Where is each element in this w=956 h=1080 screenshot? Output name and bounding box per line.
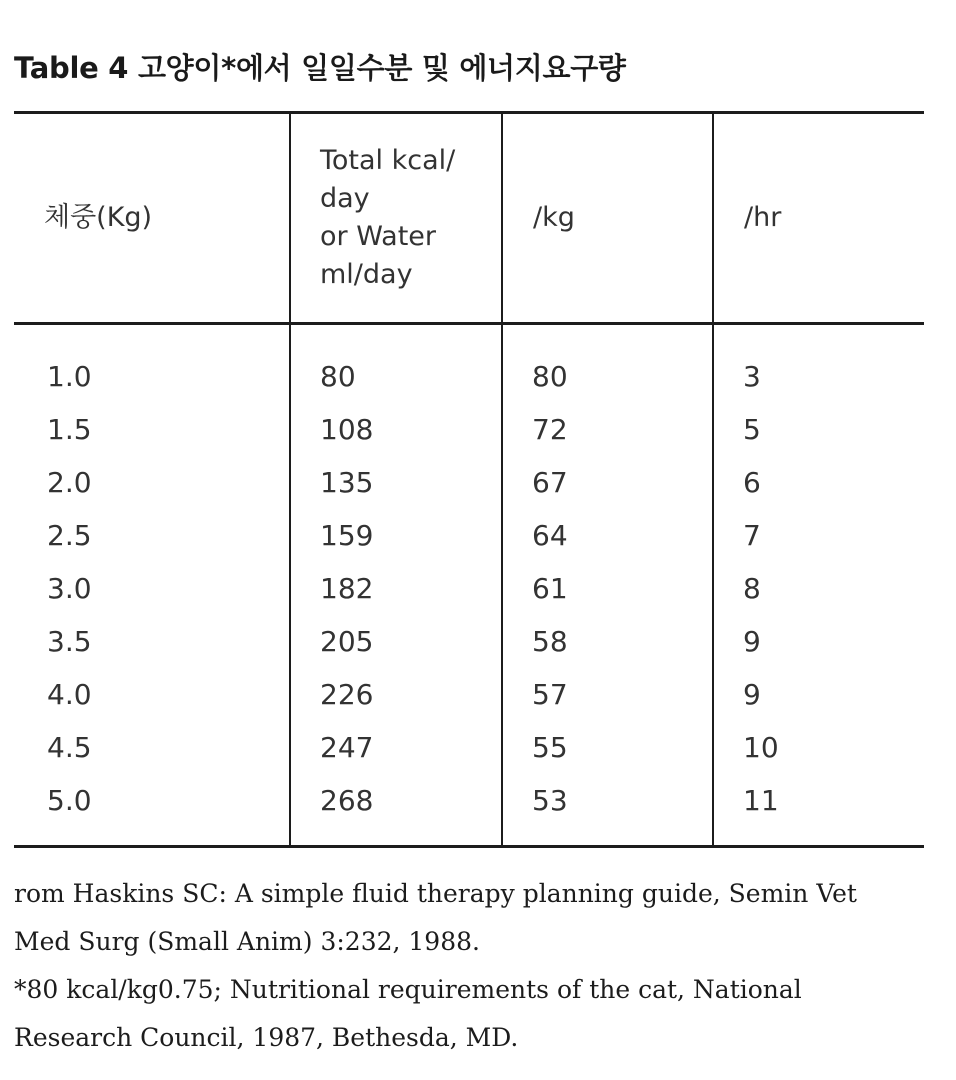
cell-weight: 4.0: [47, 678, 92, 711]
table-header-row: [14, 113, 924, 324]
cell-per-hr: 3: [713, 324, 924, 404]
cell-per-kg: 61: [502, 562, 713, 615]
cell-total: 268: [290, 774, 502, 847]
cell-per-hr: 9: [713, 668, 924, 721]
requirements-table: [14, 111, 924, 848]
cell-weight: 3.0: [47, 572, 92, 605]
table-row: [14, 509, 924, 562]
cell-weight: 3.5: [47, 625, 92, 658]
cell-total: 205: [290, 615, 502, 668]
cell-per-hr: 9: [713, 615, 924, 668]
footnote-line: Med Surg (Small Anim) 3:232, 1988.: [14, 927, 480, 956]
cell-per-kg: 58: [502, 615, 713, 668]
cell-total: 247: [290, 721, 502, 774]
table-row: [14, 324, 924, 404]
cell-per-kg: 80: [502, 324, 713, 404]
table-row: [14, 403, 924, 456]
header-total-line: day: [320, 183, 370, 214]
header-total-line: ml/day: [320, 259, 413, 290]
cell-total: 135: [290, 456, 502, 509]
table-row: [14, 668, 924, 721]
cell-total: 226: [290, 668, 502, 721]
cell-per-kg: 55: [502, 721, 713, 774]
cell-weight: 2.0: [47, 466, 92, 499]
cell-per-hr: 11: [713, 774, 924, 847]
header-total-line: or Water: [320, 221, 437, 252]
cell-total: 80: [290, 324, 502, 404]
cell-per-kg: 53: [502, 774, 713, 847]
footnote-line: *80 kcal/kg0.75; Nutritional requirements of the cat, National: [14, 975, 802, 1004]
footnote-line: rom Haskins SC: A simple fluid therapy planning guide, Semin Vet: [14, 879, 857, 908]
cell-total: 159: [290, 509, 502, 562]
cell-weight: 1.5: [47, 413, 92, 446]
cell-total: 108: [290, 403, 502, 456]
cell-per-kg: 72: [502, 403, 713, 456]
cell-per-hr: 6: [713, 456, 924, 509]
cell-total: 182: [290, 562, 502, 615]
cell-per-hr: 10: [713, 721, 924, 774]
header-per-kg: /kg: [502, 113, 713, 324]
header-total-kcal-water: [290, 113, 502, 324]
table-row: [14, 721, 924, 774]
cell-per-kg: 64: [502, 509, 713, 562]
cell-per-hr: 8: [713, 562, 924, 615]
table-title: Table 4 고양이*에서 일일수분 및 에너지요구량: [14, 51, 626, 85]
cell-per-kg: 57: [502, 668, 713, 721]
table-row: [14, 774, 924, 847]
cell-weight: 4.5: [47, 731, 92, 764]
header-weight: 체중(Kg): [14, 113, 290, 324]
table-row: [14, 562, 924, 615]
header-per-hr: /hr: [713, 113, 924, 324]
cell-per-kg: 67: [502, 456, 713, 509]
cell-per-hr: 7: [713, 509, 924, 562]
header-total-line: Total kcal/: [320, 145, 456, 176]
cell-per-hr: 5: [713, 403, 924, 456]
table-row: [14, 615, 924, 668]
table-row: [14, 456, 924, 509]
cell-weight: 1.0: [47, 360, 92, 393]
footnote-line: Research Council, 1987, Bethesda, MD.: [14, 1023, 519, 1052]
cell-weight: 5.0: [14, 774, 290, 847]
source-footnote: [14, 870, 934, 1062]
cell-weight: 2.5: [47, 519, 92, 552]
